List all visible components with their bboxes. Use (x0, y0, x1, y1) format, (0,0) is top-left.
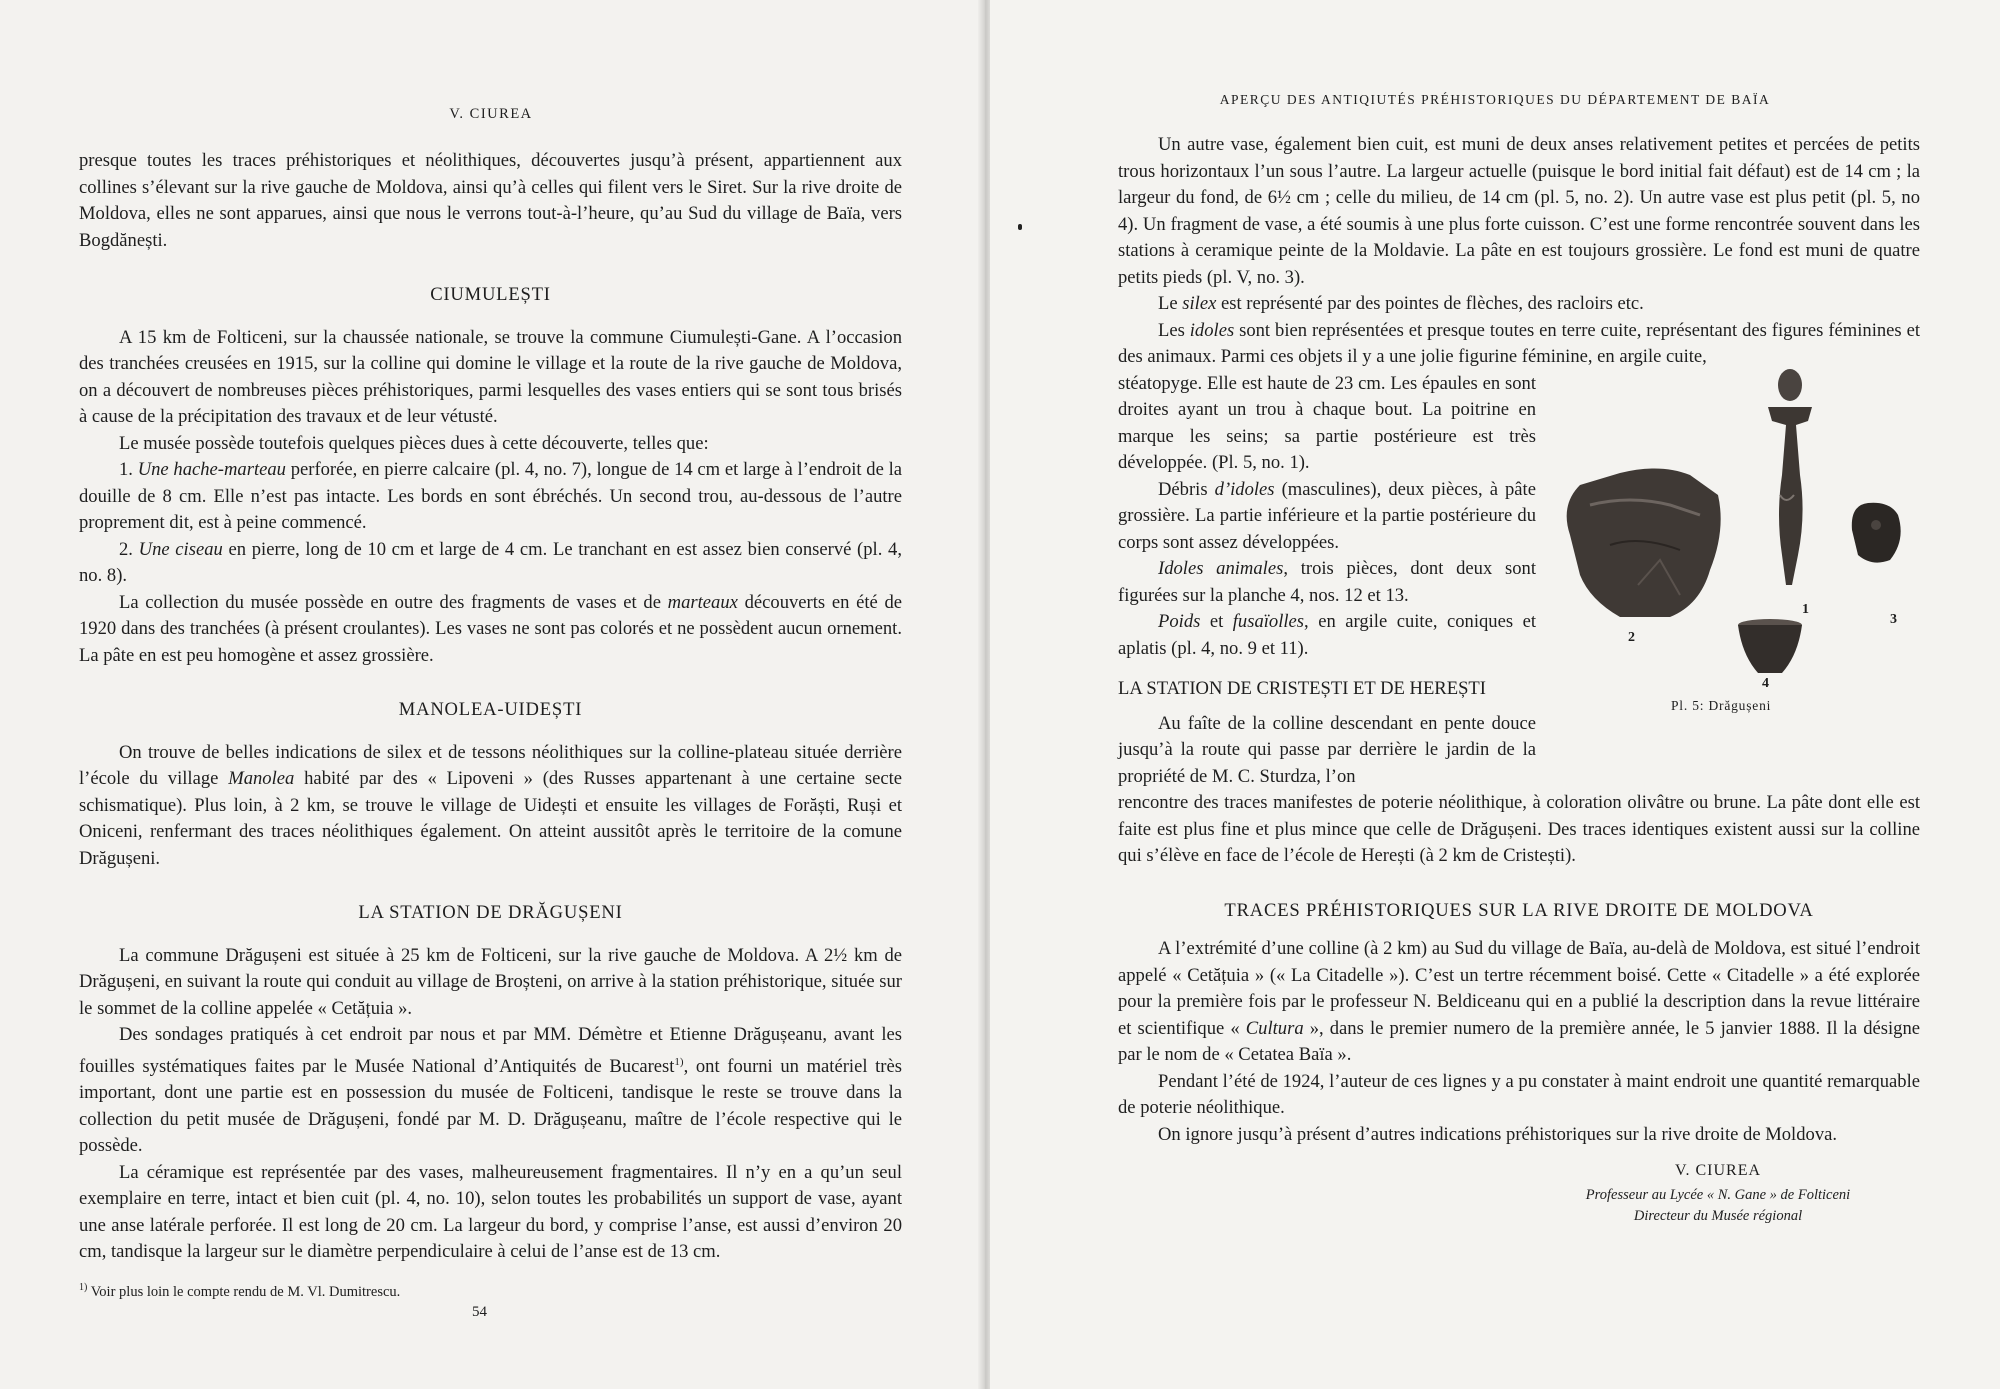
text: et (1200, 611, 1233, 632)
left-page (0, 0, 982, 1389)
running-head: APERÇU DES ANTIQIUTÉS PRÉHISTORIQUES DU DÉPARTEMENT DE BAÏA (1219, 92, 1771, 107)
author-title: Professeur au Lycée « N. Gane » de Folticeni (1585, 1186, 1851, 1203)
print-mark (1018, 224, 1022, 230)
paragraph (79, 1022, 902, 1160)
section-title-rive-droite: TRACES PRÉHISTORIQUES SUR LA RIVE DROITE DE MOLDOVA (1224, 899, 1814, 921)
text: A l’extrémité d’une colline (à 2 km) au Sud du village de Baïa, au-delà de Moldova, est situé l’endroit appelé « Cetățuia » (« La Citadelle »). C’est un tertre récemment boisé. Cette « Citadelle » a été explorée pour la première fois par le professeur N. Beldiceanu qui en a publié la description dans la revue littéraire et scientifique « (1118, 938, 1920, 1039)
section-title-ciumulesti: CIUMULEȘTI (430, 284, 551, 305)
paragraph (1118, 477, 1536, 557)
paragraph: La commune Drăgușeni est située à 25 km de Folticeni, sur la rive gauche de Moldova. A 2½ km de Drăgușeni, en suivant la route qui conduit au village de Broșteni, on arrive à la station préhistorique, située sur le sommet de la colline appelée « Cetățuia ». (79, 944, 902, 1019)
text: habité par des « Lipoveni » (des Russes appartenant à une certaine secte schismatique). Plus loin, à 2 km, se trouve le village de Uidești et ensuite les villages de Forăști, Ruși et Oniceni, renfermant des traces néolithiques également. On atteint aussitôt après le territoire de la comune Drăgușeni. (79, 768, 903, 869)
text: (masculines), deux pièces, à pâte grossière. La partie inférieure et la partie postérieure du corps sont assez développées. (1118, 478, 1536, 553)
text: Débris (1158, 478, 1215, 500)
figure-label-3: 3 (1890, 612, 1897, 627)
footnote-text: Voir plus loin le compte rendu de M. Vl. Dumitrescu. (87, 1283, 401, 1300)
section-title-manolea: MANOLEA-UIDEȘTI (398, 699, 583, 720)
item-text: en pierre, long de 10 cm et large de 4 cm. Le tranchant en est assez bien conservé (pl. 4, no. 8). (79, 538, 902, 586)
item-number: 2. (119, 538, 139, 560)
text: découverts en été de 1920 dans des tranchées (à présent croulantes). Les vases ne sont pas colorés et ne possèdent aucun ornement. La pâte en est peu homogène et assez grossière. (79, 591, 902, 666)
emphasis: Une ciseau (138, 538, 223, 560)
text: Le (1158, 293, 1183, 314)
running-head: V. CIUREA (449, 106, 533, 122)
emphasis: Poids (1158, 611, 1201, 632)
paragraph: Un autre vase, également bien cuit, est muni de deux anses relativement petites et percées de petits trous horizontaux l’un sous l’autre. La largeur actuelle (puisque le bord initial fait défaut) est de 14 cm ; la largeur du fond, de 6½ cm ; celle du milieu, de 14 cm (pl. 5, no. 2). Un autre vase est plus petit (pl. 5, no 4). Un fragment de vase, a été soumis à une plus forte cuisson. C’est une forme rencontrée souvent dans les stations à ceramique peinte de la Moldavie. La pâte en est toujours grossière. Le fond est muni de quatre petits pieds (pl. V, no. 3). (1118, 134, 1920, 288)
paragraph (1118, 556, 1536, 609)
author-title: Directeur du Musée régional (1633, 1207, 1803, 1224)
text: », dans le premier numero de la première année, le 5 janvier 1888. Il la désigne par le nom de « Cetatea Baïa ». (1118, 1017, 1920, 1065)
right-page (990, 0, 2000, 1389)
footnote (79, 1278, 902, 1302)
footnote-mark: 1) (79, 1281, 88, 1293)
item-text: perforée, en pierre calcaire (pl. 4, no. 7), longue de 14 cm et large à l’endroit de la douille de 8 cm. Elle n’est pas intacte. Les bords en sont ébréchés. Un second trou, au-dessous de l’autre proprement dit, est à peine commencé. (79, 459, 903, 533)
paragraph (79, 590, 902, 670)
plate-5-figure (1550, 355, 1910, 695)
figure-caption: Pl. 5: Drăgușeni (1671, 698, 1772, 713)
text: , ont fourni un matériel très important, dont une partie est en possession du musée de Folticeni, tandisque le reste se trouve dans la collection du petit musée de Drăgușeni, fondé par M. D. Drăgușeanu, maître de l’école respective qui le possède. (79, 1055, 902, 1157)
vase-fragment-image (1567, 468, 1721, 617)
text: Les (1158, 319, 1190, 341)
intro-text: presque toutes les traces préhistoriques et néolithiques, découvertes jusqu’à présent, appartiennent aux collines s’élevant sur la rive gauche de Moldova, ainsi qu’à celles qui filent vers le Siret. Sur la rive droite de Moldova, elles ne sont apparues, ainsi que nous le verrons tout-à-l’heure, qu’au Sud du village de Baïa, vers Bogdănești. (79, 150, 902, 251)
intro-paragraph (79, 148, 902, 254)
section-title-cristesti: LA STATION DE CRISTEȘTI ET DE HEREȘTI (1118, 678, 1486, 699)
emphasis: Idoles animales (1158, 558, 1284, 579)
emphasis: idoles (1189, 319, 1235, 341)
left-text-column (79, 148, 902, 1302)
paragraph: stéatopyge. Elle est haute de 23 cm. Les épaules en sont droites ayant un trou à chaque bout. La poitrine en marque les seins; sa partie postérieure est très développée. (Pl. 5, no. 1). (1118, 372, 1536, 473)
figurine-image (1768, 369, 1812, 585)
paragraph (1118, 609, 1536, 662)
paragraph: Au faîte de la colline descendant en pente douce jusqu’à la route qui passe par derrière le jardin de la propriété de M. C. Sturdza, l’on (1118, 712, 1536, 787)
text: sont bien représentées et presque toutes en terre cuite, représentant des figures féminines et des animaux. Parmi ces objets il y a une jolie figurine féminine, en argile cuite, (1118, 319, 1920, 367)
paragraph: A 15 km de Folticeni, sur la chaussée nationale, se trouve la commune Ciumulești-Gane. A l’occasion des tranchées creusées en 1915, sur la colline qui domine le village et la route de la rive gauche de Moldova, on a découvert de nombreuses pièces préhistoriques, parmi lesquelles des vases entiers qui se sont tous brisés à cause de la précipitation des travaux et de leur vétusté. (79, 326, 902, 427)
section-title-draguseni: LA STATION DE DRĂGUȘENI (358, 902, 623, 923)
emphasis: d’idoles (1214, 478, 1275, 500)
vase-fragment-image (1852, 503, 1901, 563)
emphasis: silex (1182, 293, 1217, 314)
paragraph: On ignore jusqu’à présent d’autres indications préhistoriques sur la rive droite de Moldova. (1158, 1123, 1838, 1145)
figure-label-2: 2 (1628, 630, 1635, 645)
paragraph: Le musée possède toutefois quelques pièces dues à cette découverte, telles que: (119, 432, 709, 454)
paragraph: Pendant l’été de 1924, l’auteur de ces lignes y a pu constater à maint endroit une quantité remarquable de poterie néolithique. (1118, 1070, 1920, 1118)
paragraph (79, 740, 902, 873)
emphasis: fusaïolles (1232, 611, 1305, 632)
text: est représenté par des pointes de flèches, des racloirs etc. (1216, 293, 1644, 314)
item-number: 1. (119, 459, 138, 480)
wrapped-text-block (1118, 371, 1536, 791)
paragraph (1118, 291, 1920, 318)
emphasis: Manolea (228, 768, 295, 789)
signature-block (1518, 1158, 1918, 1227)
text: , trois pièces, dont deux sont figurées sur la planche 4, nos. 12 et 13. (1118, 558, 1537, 606)
emphasis: marteaux (667, 591, 738, 613)
list-item (79, 537, 902, 590)
figure-label-1: 1 (1802, 602, 1809, 617)
text: On trouve de belles indications de silex et de tessons néolithiques sur la colline-plateau située derrière l’école du village (79, 741, 902, 789)
footnote-ref: 1) (674, 1055, 684, 1068)
figure-label-4: 4 (1762, 676, 1769, 691)
paragraph: La céramique est représentée par des vases, malheureusement fragmentaires. Il n’y en a qu’un seul exemplaire en terre, intact et bien cuit (pl. 4, no. 10), selon toutes les probabilités un support de vase, ayant une anse latérale perforée. Il est long de 20 cm. La largeur du bord, y comprise l’anse, est aussi d’environ 20 cm, tandisque la largeur sur le diamètre perpendiculaire à celui de l’anse est de 13 cm. (79, 1161, 902, 1263)
text: La collection du musée possède en outre des fragments de vases et de (119, 591, 668, 613)
page-number: 54 (472, 1304, 487, 1320)
small-bowl-image (1738, 619, 1802, 673)
author-name: V. CIUREA (1674, 1162, 1762, 1179)
emphasis: Une hache-marteau (137, 459, 286, 480)
list-item (79, 457, 902, 537)
text: , en argile cuite, coniques et aplatis (pl. 4, no. 9 et 11). (1118, 611, 1536, 659)
paragraph: rencontre des traces manifestes de poterie néolithique, à coloration olivâtre ou brune. La pâte dont elle est faite est plus fine et plus mince que celle de Drăgușeni. Des traces identiques existent aussi sur la colline qui s’élève en face de l’école de Herești (à 2 km de Cristești). (1118, 792, 1920, 866)
emphasis: Cultura (1245, 1017, 1304, 1039)
text: Des sondages pratiqués à cet endroit par nous et par MM. Démètre et Etienne Drăgușeanu, avant les fouilles systématiques faites par le Musée National d’Antiquités de Bucarest (79, 1024, 902, 1077)
paragraph (1118, 936, 1920, 1069)
